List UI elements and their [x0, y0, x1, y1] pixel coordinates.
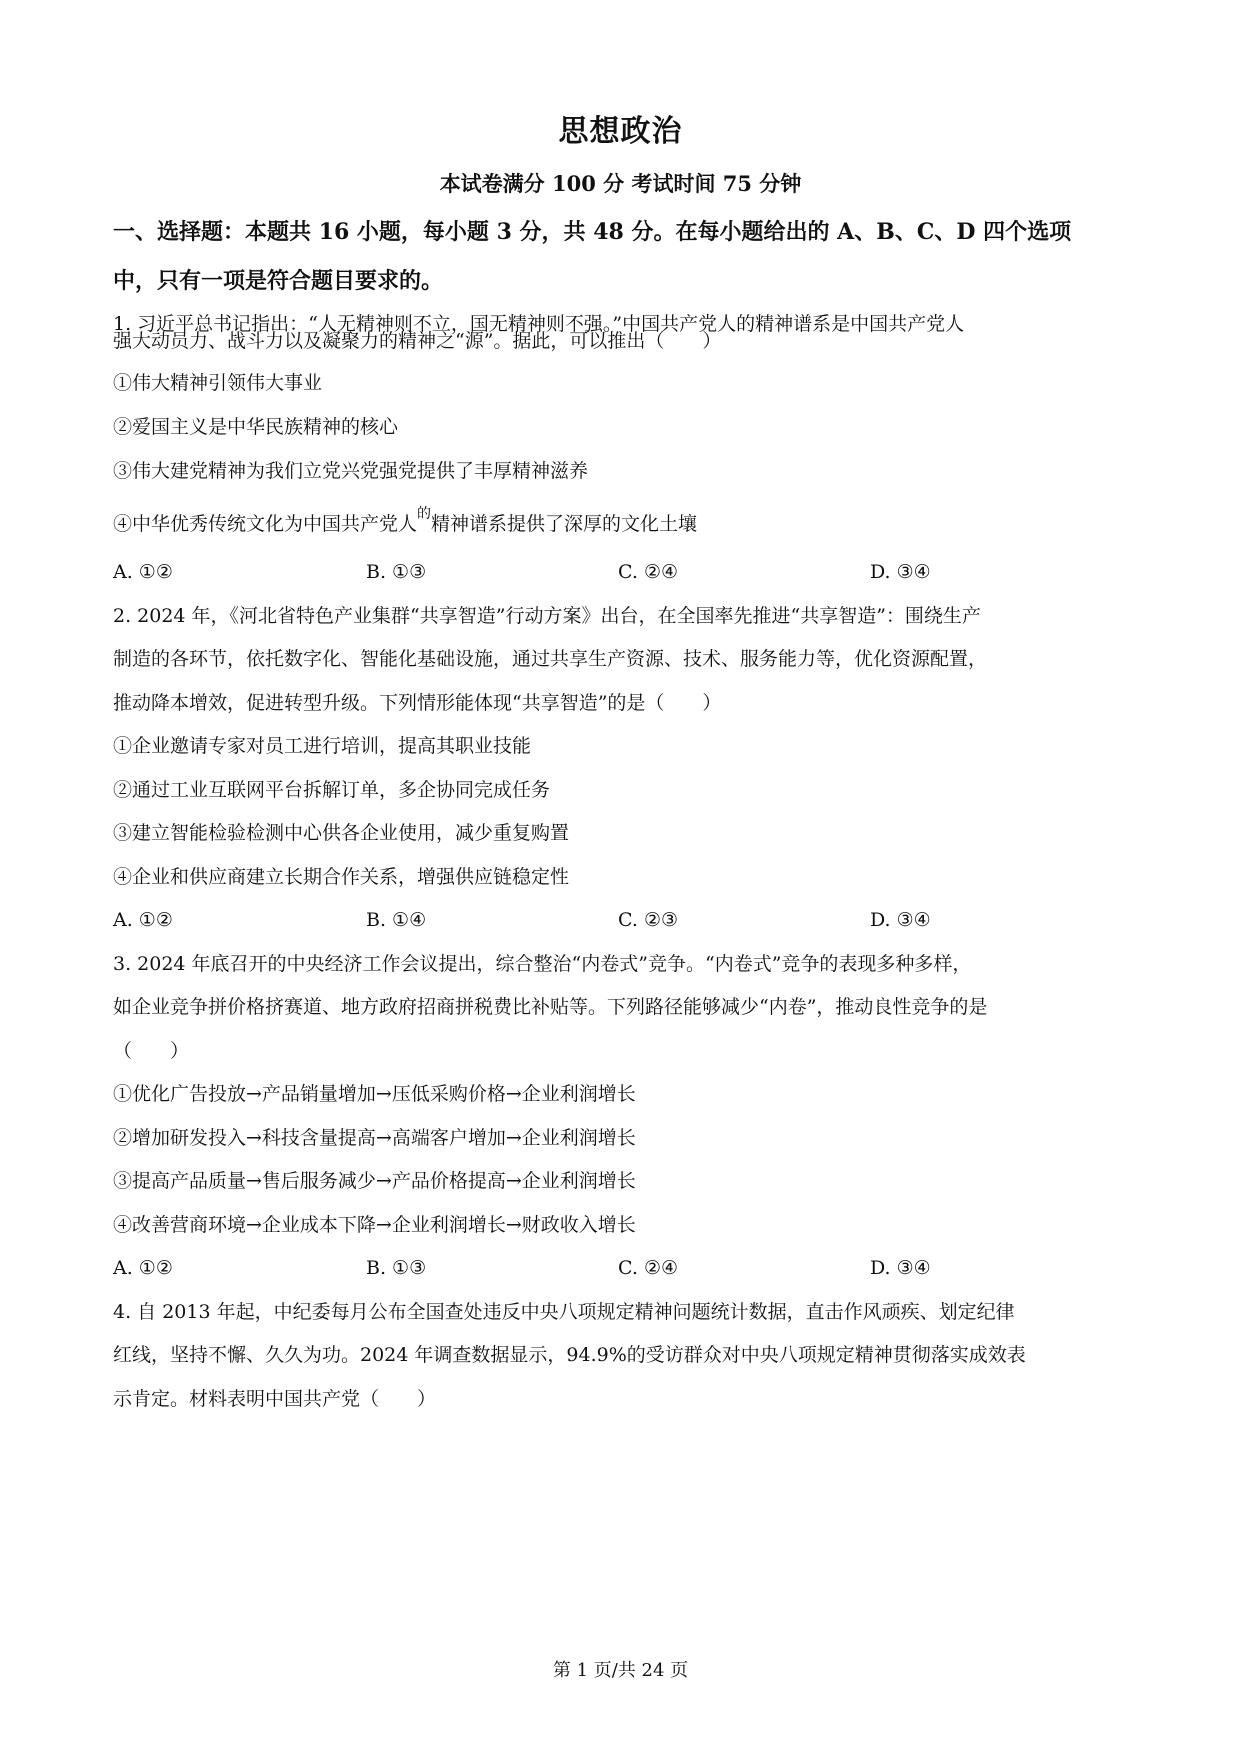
- q2-option-c: C. ②③: [618, 909, 679, 931]
- q2-option-d: D. ③④: [870, 909, 931, 931]
- q2-item-2: ②通过工业互联网平台拆解订单，多企协同完成任务: [113, 779, 551, 801]
- q3-option-b: B. ①③: [366, 1257, 427, 1279]
- q3-item-1: ①优化广告投放→产品销量增加→压低采购价格→企业利润增长: [113, 1083, 636, 1105]
- q4-stem-line2: 红线，坚持不懈、久久为功。2024 年调查数据显示，94.9%的受访群众对中央八项规定精神贯彻落实成效表: [113, 1344, 1026, 1366]
- q3-options: [113, 1256, 1133, 1280]
- q3-option-d: D. ③④: [870, 1257, 931, 1279]
- q1-item-4-part2: 精神谱系提供了深厚的文化土壤: [431, 513, 698, 535]
- q4-stem-line1: 4. 自 2013 年起，中纪委每月公布全国查处违反中央八项规定精神问题统计数据，直击作风顽疾、划定纪律: [113, 1301, 1015, 1323]
- page-title: 思想政治: [558, 114, 683, 149]
- q1-option-c: C. ②④: [618, 561, 679, 583]
- q1-options: [113, 560, 1133, 584]
- q2-item-4: ④企业和供应商建立长期合作关系，增强供应链稳定性: [113, 866, 570, 888]
- section-header-line1: 一、选择题：本题共 16 小题，每小题 3 分，共 48 分。在每小题给出的 A、B、C、D 四个选项: [113, 219, 1072, 245]
- q2-stem-line2: 制造的各环节，依托数字化、智能化基础设施，通过共享生产资源、技术、服务能力等，优化资源配置，: [113, 648, 988, 670]
- q1-item-4-part1: ④中华优秀传统文化为中国共产党人: [113, 513, 418, 535]
- q3-stem-line3: （ ）: [113, 1040, 190, 1062]
- q3-stem-line1: 3. 2024 年底召开的中央经济工作会议提出，综合整治“内卷式”竞争。“内卷式”竞争的表现多种多样，: [113, 953, 972, 975]
- q4-stem-line3: 示肯定。材料表明中国共产党（ ）: [113, 1388, 437, 1410]
- q3-option-c: C. ②④: [618, 1257, 679, 1279]
- q2-option-a: A. ①②: [113, 909, 173, 931]
- q3-option-a: A. ①②: [113, 1257, 173, 1279]
- section-header-line2: 中，只有一项是符合题目要求的。: [113, 268, 444, 294]
- q2-item-1: ①企业邀请专家对员工进行培训，提高其职业技能: [113, 735, 532, 757]
- exam-info: 本试卷满分 100 分 考试时间 75 分钟: [439, 171, 802, 196]
- q1-stem-line2: 强大动员力、战斗力以及凝聚力的精神之“源”。据此，可以推出（ ）: [113, 330, 722, 352]
- q1-item-2: ②爱国主义是中华民族精神的核心: [113, 416, 399, 438]
- q3-item-4: ④改善营商环境→企业成本下降→企业利润增长→财政收入增长: [113, 1214, 636, 1236]
- q1-item-1: ①伟大精神引领伟大事业: [113, 372, 323, 394]
- q1-option-b: B. ①③: [366, 561, 427, 583]
- q3-item-3: ③提高产品质量→售后服务减少→产品价格提高→企业利润增长: [113, 1170, 636, 1192]
- q1-item-4: [113, 506, 1133, 538]
- section-header: [113, 208, 1133, 306]
- q1-option-d: D. ③④: [870, 561, 931, 583]
- q1-item-4-sup: 的: [417, 506, 432, 522]
- q2-stem-line3: 推动降本增效，促进转型升级。下列情形能体现“共享智造”的是（ ）: [113, 692, 722, 714]
- q2-option-b: B. ①④: [366, 909, 427, 931]
- q2-stem-line1: 2. 2024 年，《河北省特色产业集群“共享智造”行动方案》出台，在全国率先推进“共享智造”：围绕生产: [113, 605, 981, 627]
- q1-option-a: A. ①②: [113, 561, 173, 583]
- page-footer: 第 1 页/共 24 页: [552, 1660, 689, 1681]
- q3-item-2: ②增加研发投入→科技含量提高→高端客户增加→企业利润增长: [113, 1127, 636, 1149]
- q2-options: [113, 908, 1133, 932]
- q1-stem-line1: 1. 习近平总书记指出：“人无精神则不立，国无精神则不强。”中国共产党人的精神谱系是中国共产党人: [113, 313, 965, 335]
- q1-item-3: ③伟大建党精神为我们立党兴党强党提供了丰厚精神滋养: [113, 460, 589, 482]
- q2-item-3: ③建立智能检验检测中心供各企业使用，减少重复购置: [113, 822, 570, 844]
- q3-stem-line2: 如企业竞争拼价格挤赛道、地方政府招商拼税费比补贴等。下列路径能够减少“内卷”，推动良性竞争的是: [113, 996, 988, 1018]
